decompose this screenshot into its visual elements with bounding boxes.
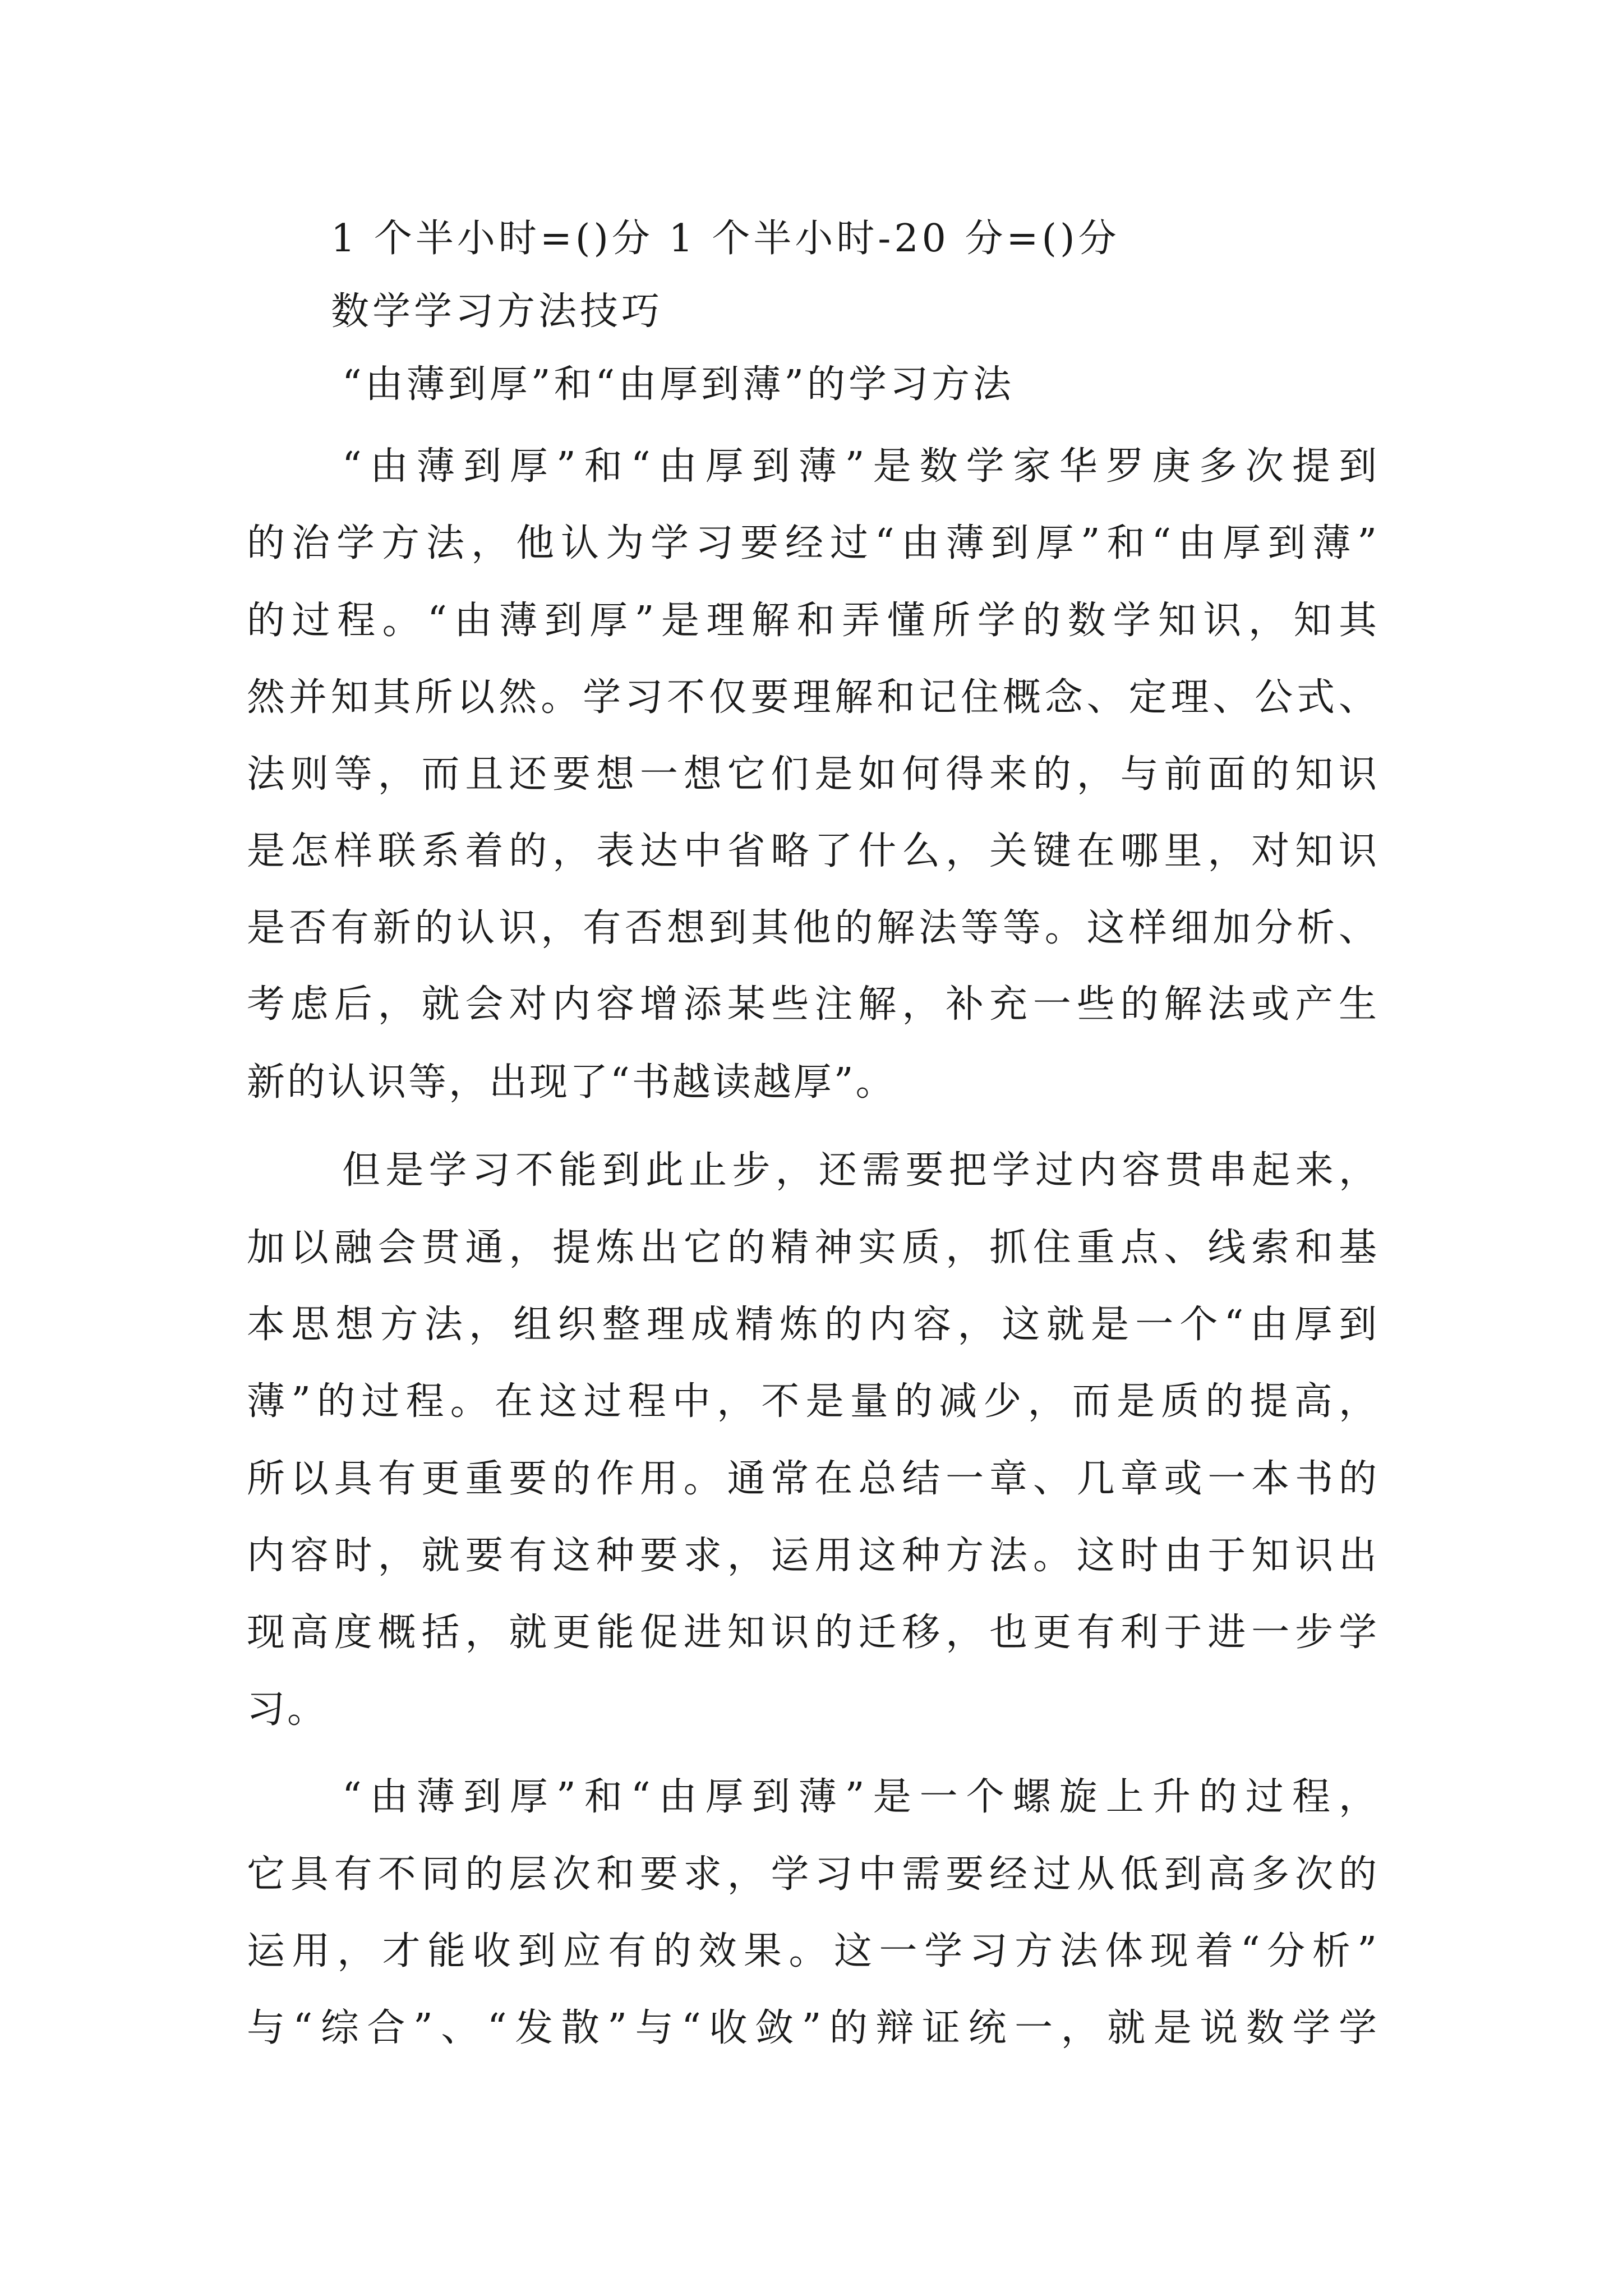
paragraph-2-line-8: 习。: [247, 1687, 328, 1732]
subsection-heading: “由薄到厚”和“由厚到薄”的学习方法: [342, 362, 1015, 407]
paragraph-1-line-7: 是否有新的认识，有否想到其他的解法等等。这样细加分析、: [247, 906, 1377, 950]
paragraph-2-line-2: 加以融会贯通，提炼出它的精神实质，抓住重点、线索和基: [247, 1226, 1377, 1270]
paragraph-2-line-5: 所以具有更重要的作用。通常在总结一章、几章或一本书的: [247, 1457, 1377, 1501]
formula-line: 1 个半小时=()分 1 个半小时-20 分=()分: [331, 217, 1120, 261]
section-heading: 数学学习方法技巧: [331, 289, 663, 334]
paragraph-2-line-1: 但是学习不能到此止步，还需要把学过内容贯串起来，: [342, 1148, 1377, 1193]
paragraph-2-line-6: 内容时，就要有这种要求，运用这种方法。这时由于知识出: [247, 1534, 1377, 1578]
paragraph-2-line-3: 本思想方法，组织整理成精炼的内容，这就是一个“由厚到: [247, 1303, 1377, 1347]
paragraph-3-line-4: 与“综合”、“发散”与“收敛”的辩证统一，就是说数学学: [247, 2006, 1377, 2050]
paragraph-3-line-3: 运用，才能收到应有的效果。这一学习方法体现着“分析”: [247, 1929, 1377, 1973]
paragraph-1-line-1: “由薄到厚”和“由厚到薄”是数学家华罗庚多次提到: [342, 444, 1377, 489]
paragraph-1-line-3: 的过程。“由薄到厚”是理解和弄懂所学的数学知识，知其: [247, 599, 1377, 643]
paragraph-1-line-4: 然并知其所以然。学习不仅要理解和记住概念、定理、公式、: [247, 675, 1377, 720]
paragraph-3-line-1: “由薄到厚”和“由厚到薄”是一个螺旋上升的过程，: [342, 1775, 1377, 1819]
paragraph-2-line-7: 现高度概括，就更能促进知识的迁移，也更有利于进一步学: [247, 1611, 1377, 1655]
paragraph-2-line-4: 薄”的过程。在这过程中，不是量的减少，而是质的提高，: [247, 1379, 1377, 1424]
paragraph-1-line-9: 新的认识等，出现了“书越读越厚”。: [247, 1060, 896, 1105]
paragraph-3-line-2: 它具有不同的层次和要求，学习中需要经过从低到高多次的: [247, 1852, 1377, 1897]
paragraph-1-line-5: 法则等，而且还要想一想它们是如何得来的，与前面的知识: [247, 752, 1377, 797]
paragraph-1-line-6: 是怎样联系着的，表达中省略了什么，关键在哪里，对知识: [247, 829, 1377, 873]
paragraph-1-line-8: 考虑后，就会对内容增添某些注解，补充一些的解法或产生: [247, 982, 1377, 1027]
paragraph-1-line-2: 的治学方法，他认为学习要经过“由薄到厚”和“由厚到薄”: [247, 521, 1377, 565]
